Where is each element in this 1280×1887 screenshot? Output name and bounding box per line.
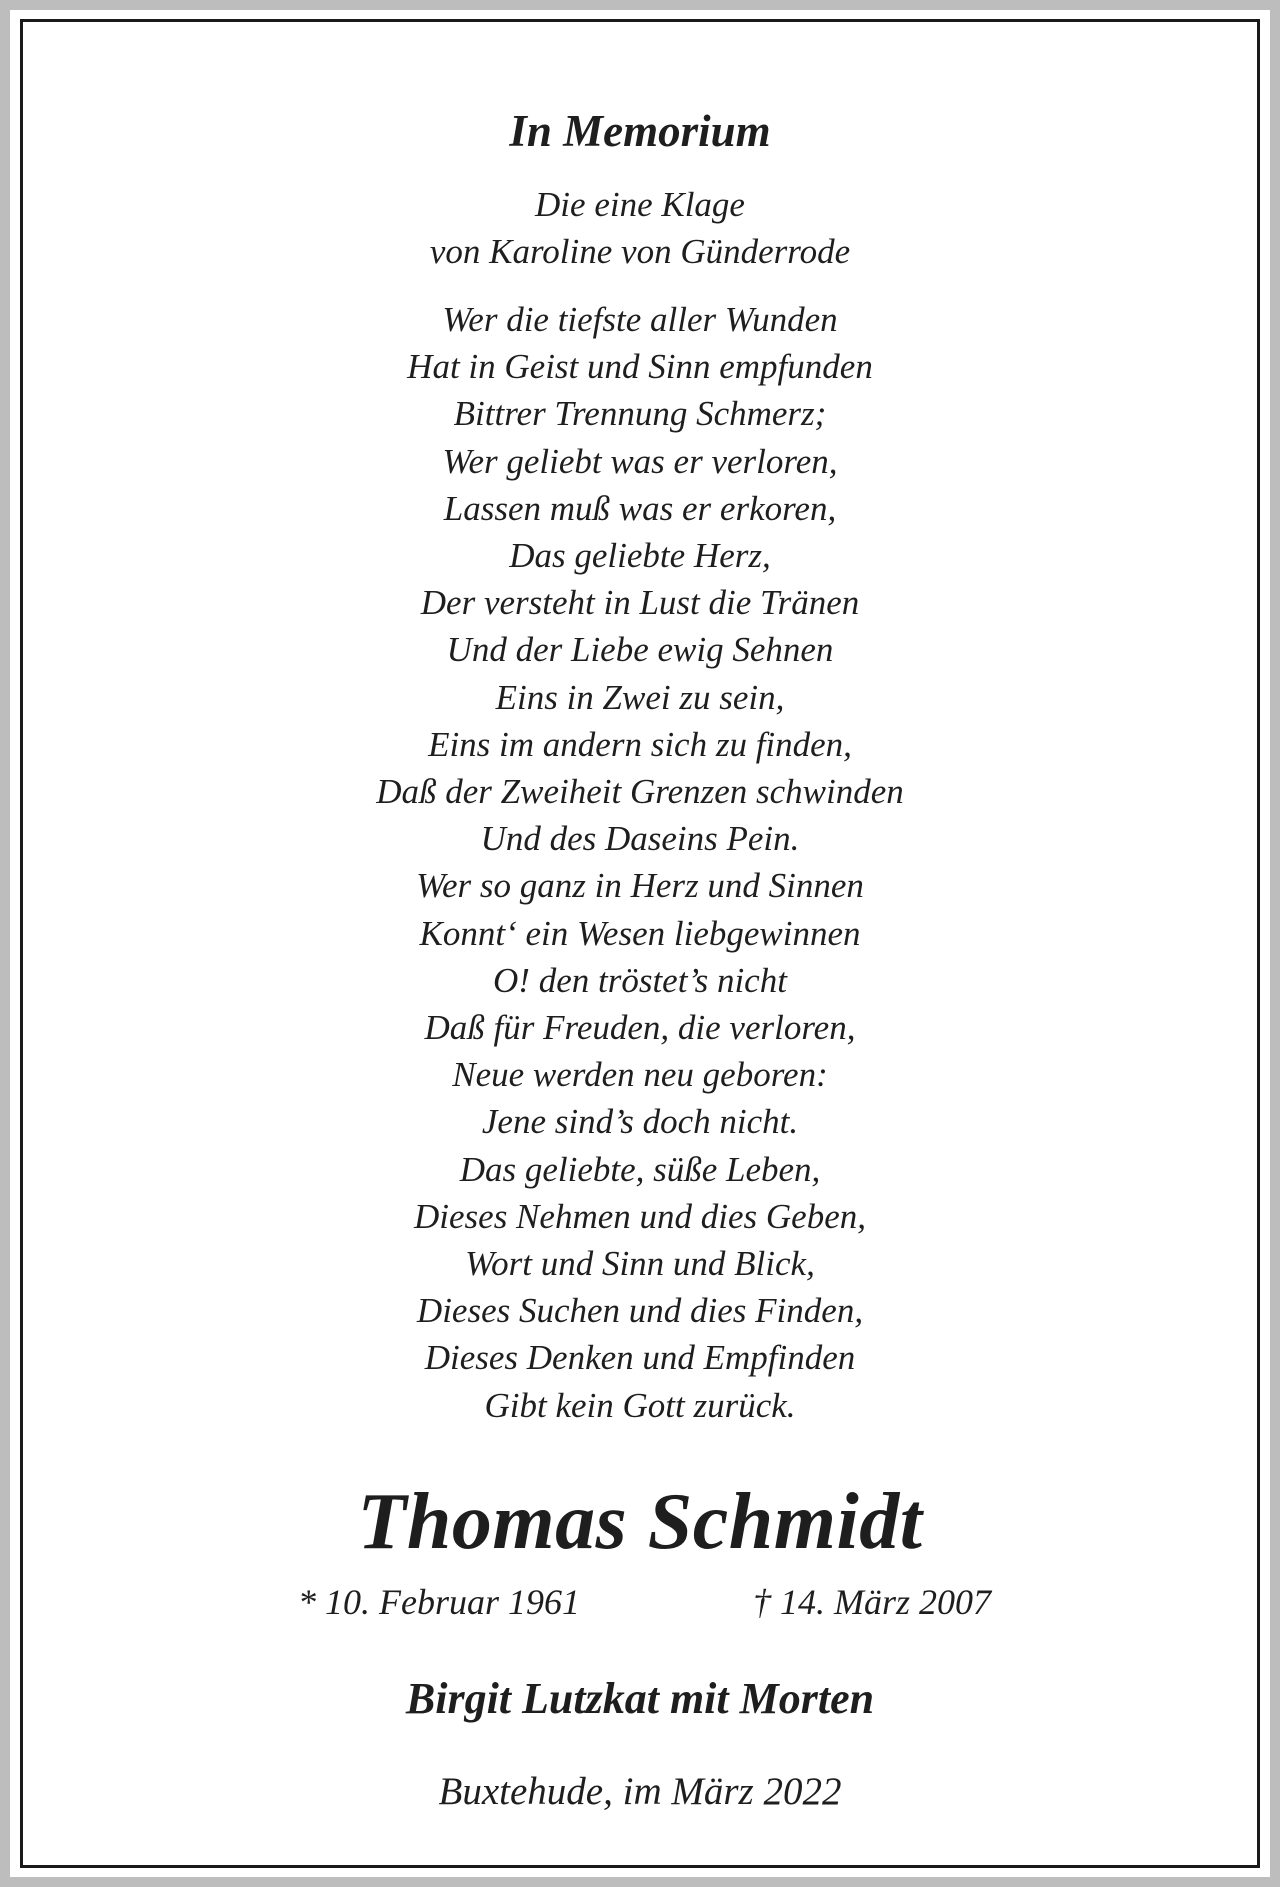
poem-line: Wer geliebt was er verloren, xyxy=(442,441,838,481)
notice-heading: In Memorium xyxy=(509,106,771,156)
memorial-notice xyxy=(20,19,1260,1868)
poem-line: Wort und Sinn und Blick, xyxy=(465,1244,815,1284)
poem-line: Daß der Zweiheit Grenzen schwinden xyxy=(376,772,904,812)
poem-line: Lassen muß was er erkoren, xyxy=(443,488,837,528)
poem-line: Gibt kein Gott zurück. xyxy=(484,1385,796,1425)
deceased-name: Thomas Schmidt xyxy=(357,1478,923,1566)
place-and-date: Buxtehude, im März 2022 xyxy=(438,1770,842,1813)
poem-line: Eins im andern sich zu finden, xyxy=(428,724,852,764)
poem-title: Die eine Klage xyxy=(535,185,745,224)
poem-line: Konnt‘ ein Wesen liebgewinnen xyxy=(419,913,861,953)
poem-source xyxy=(23,181,1257,275)
notice-outer-frame xyxy=(10,10,1270,1877)
poem-line: Daß für Freuden, die verloren, xyxy=(424,1008,856,1048)
poem-line: Hat in Geist und Sinn empfunden xyxy=(407,347,873,387)
poem-line: Und des Daseins Pein. xyxy=(480,819,800,859)
poem-line: Neue werden neu geboren: xyxy=(452,1055,828,1095)
poem-line: Wer so ganz in Herz und Sinnen xyxy=(416,866,864,906)
birth-date: * 10. Februar 1961 xyxy=(298,1582,580,1622)
mourners-names: Birgit Lutzkat mit Morten xyxy=(405,1674,875,1723)
poem-line: Eins in Zwei zu sein, xyxy=(495,677,785,717)
poem-line: Dieses Nehmen und dies Geben, xyxy=(414,1196,866,1236)
poem-line: Das geliebte Herz, xyxy=(509,536,771,576)
poem-line: Jene sind’s doch nicht. xyxy=(481,1102,799,1142)
poem-line: O! den tröstet’s nicht xyxy=(493,960,787,1000)
poem-line: Und der Liebe ewig Sehnen xyxy=(446,630,834,670)
poem-line: Das geliebte, süße Leben, xyxy=(459,1149,821,1189)
poem-line: Dieses Suchen und dies Finden, xyxy=(416,1291,864,1331)
poem-line: Der versteht in Lust die Tränen xyxy=(420,583,860,623)
poem-text xyxy=(23,296,1257,1429)
poem-line: Dieses Denken und Empfinden xyxy=(424,1338,856,1378)
poem-author: von Karoline von Günderrode xyxy=(429,232,851,271)
poem-line: Bittrer Trennung Schmerz; xyxy=(453,394,827,434)
poem-line: Wer die tiefste aller Wunden xyxy=(442,300,838,339)
death-date: † 14. März 2007 xyxy=(753,1582,992,1622)
